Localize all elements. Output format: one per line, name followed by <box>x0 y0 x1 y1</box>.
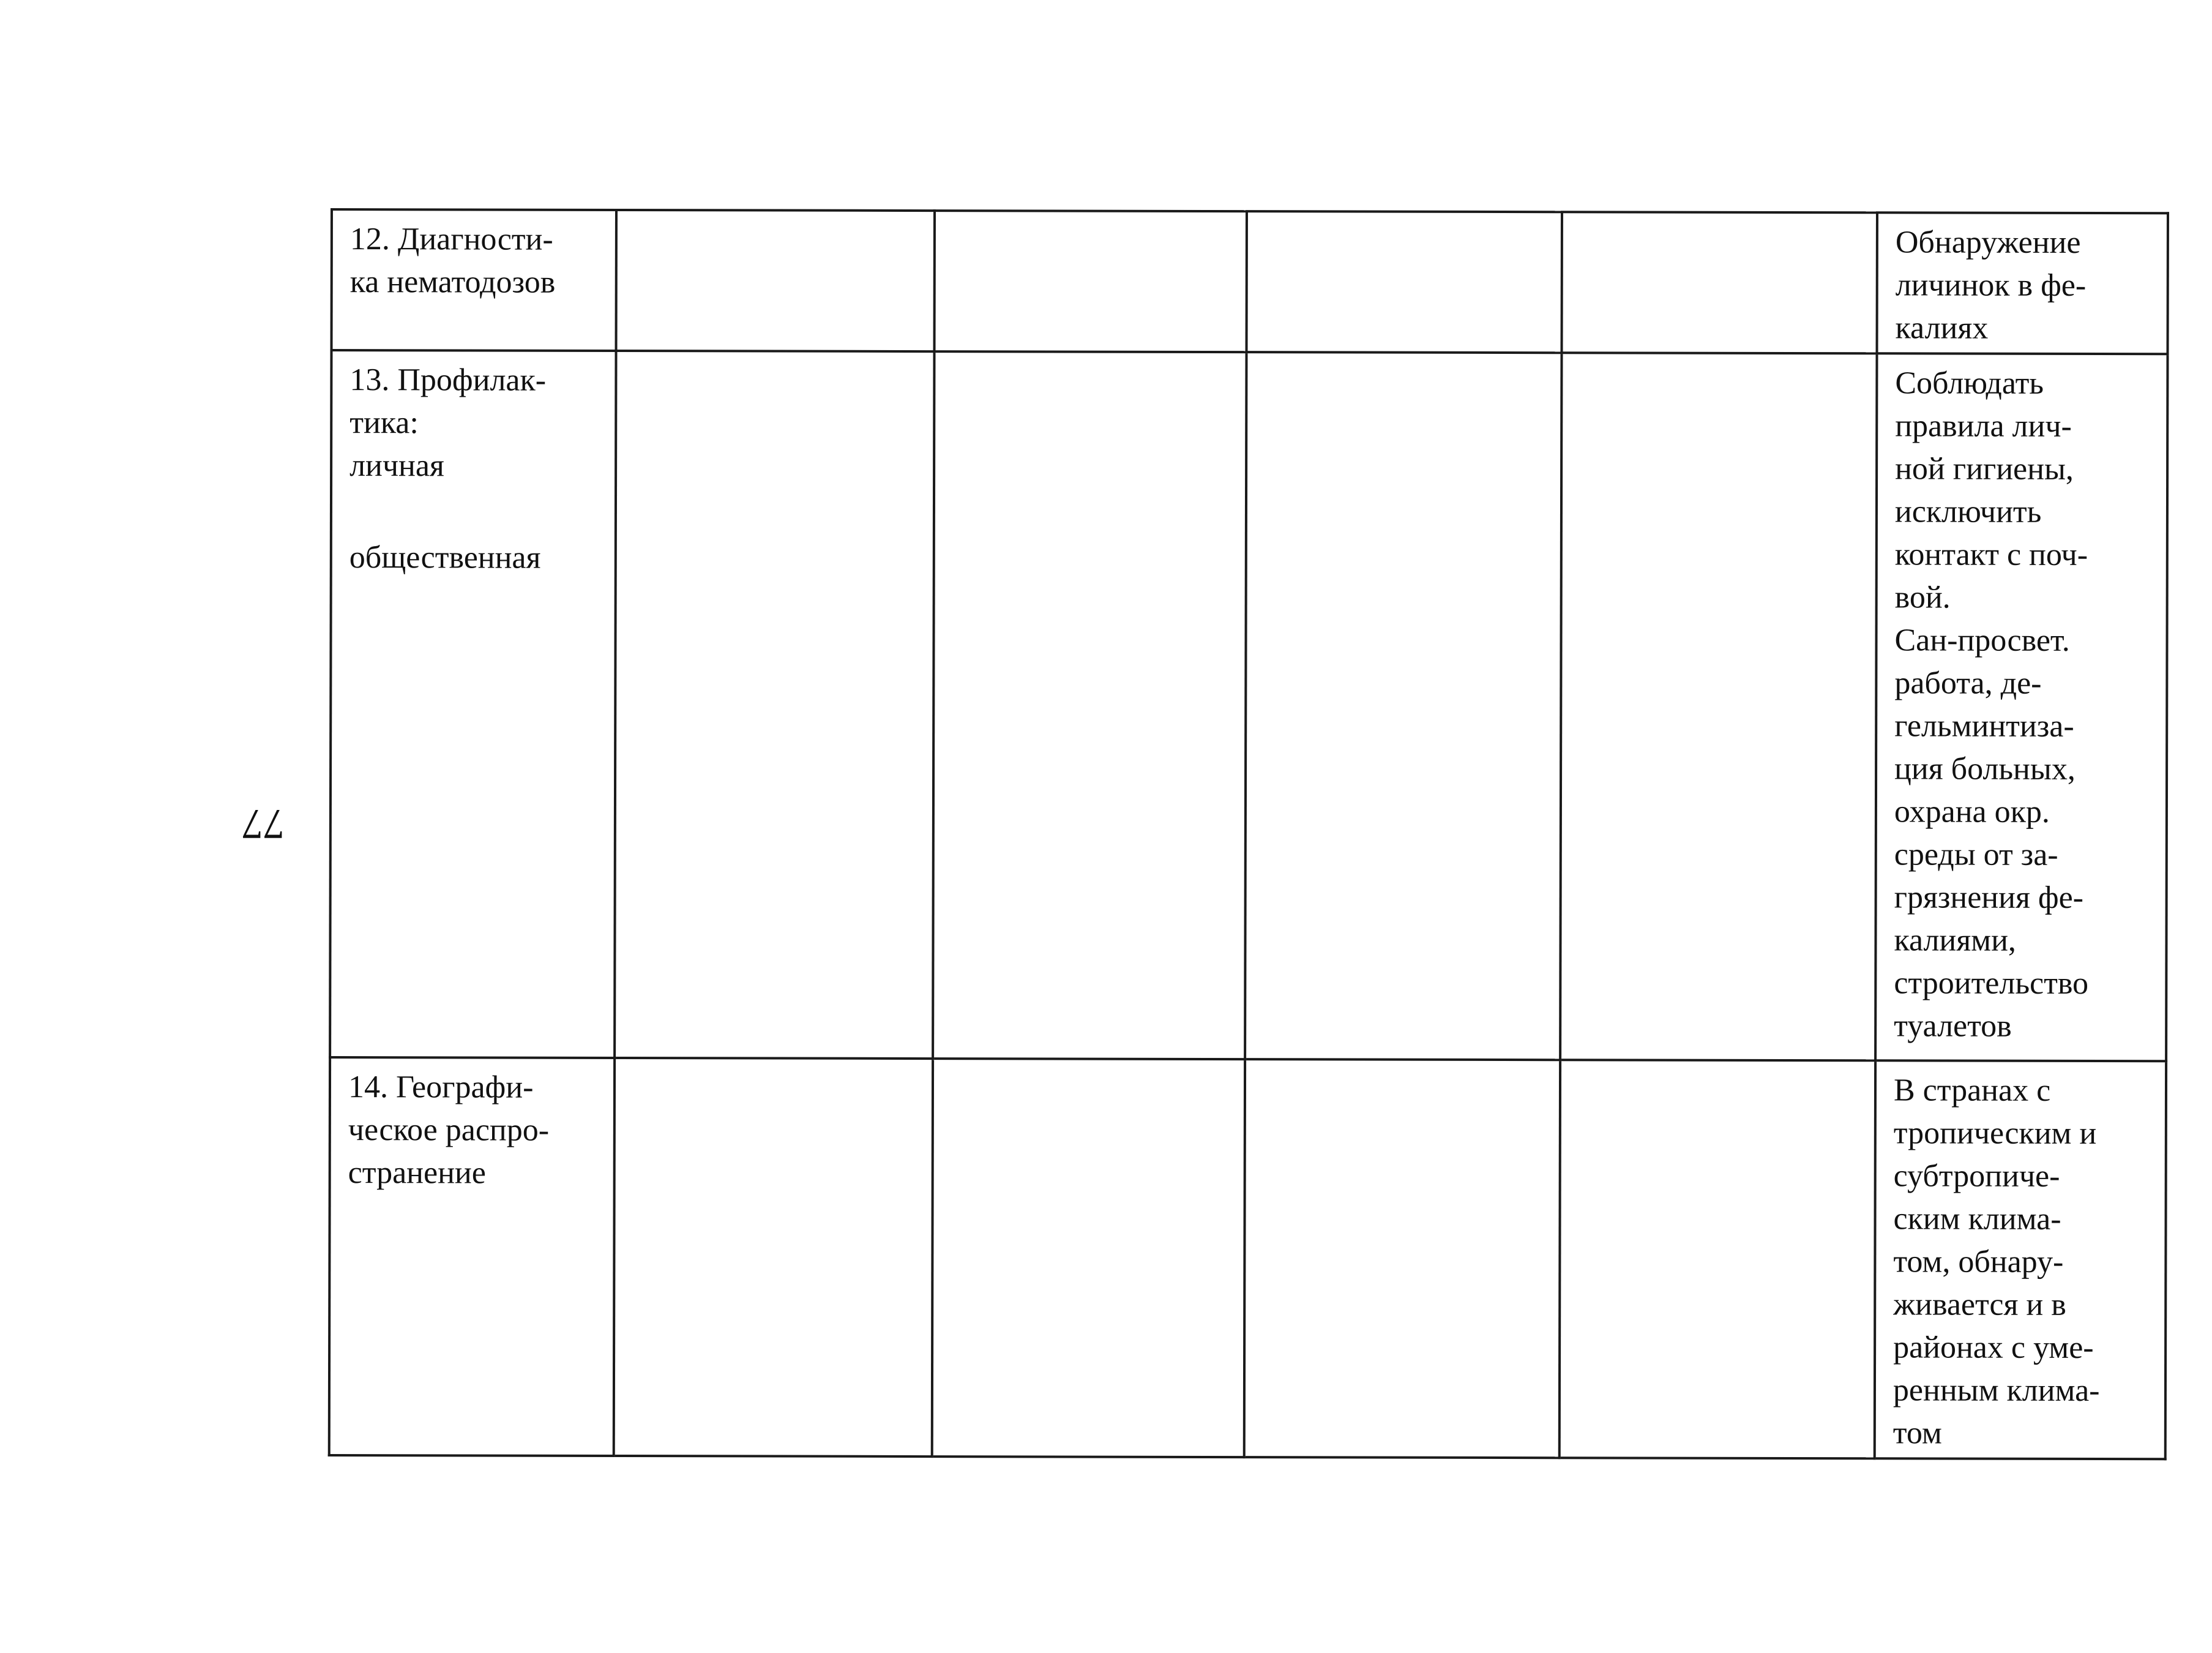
row-label-cell <box>329 1057 615 1456</box>
answer-cell <box>1875 1060 2166 1459</box>
answer-cell <box>1875 353 2167 1061</box>
answer-line: ренным клима- <box>1893 1373 2100 1409</box>
answer-line: том <box>1893 1415 1942 1451</box>
answer-line: В странах с <box>1893 1073 2051 1108</box>
answer-line: правила лич- <box>1895 408 2072 444</box>
empty-cell <box>933 351 1246 1059</box>
answer-line: личинок в фе- <box>1895 268 2087 304</box>
answer-line: гельминтиза- <box>1894 708 2074 744</box>
table-row-geography <box>329 1057 2166 1459</box>
answer-line: тропическим и <box>1893 1115 2097 1152</box>
empty-cell <box>1560 353 1877 1060</box>
answer-line: ция больных, <box>1894 751 2076 787</box>
answer-line: калиях <box>1895 310 1989 346</box>
data-table <box>328 208 2169 1460</box>
answer-line: ским клима- <box>1893 1201 2061 1237</box>
table-row-diagnostics <box>332 209 2168 354</box>
answer-line: работа, де- <box>1894 665 2042 701</box>
answer-line: Сан-просвет. <box>1894 623 2070 658</box>
empty-cell <box>615 351 934 1059</box>
answer-line: районах с уме- <box>1893 1330 2094 1366</box>
answer-line: Соблюдать <box>1895 365 2044 401</box>
empty-cell <box>616 210 935 351</box>
empty-cell <box>1247 211 1562 353</box>
row-label-line: ческое распро- <box>348 1112 550 1148</box>
answer-line: среды от за- <box>1894 837 2058 872</box>
row-label-line: общественная <box>349 540 541 575</box>
row-label-line: личная <box>349 448 444 484</box>
table-row-prophylaxis <box>330 350 2167 1061</box>
answer-line: живается и в <box>1893 1287 2066 1322</box>
answer-line: том, обнару- <box>1893 1244 2064 1280</box>
answer-line: Обнаружение <box>1895 225 2081 260</box>
answer-line: исключить <box>1894 494 2042 530</box>
answer-line: строительство <box>1894 965 2089 1002</box>
row-label-cell <box>332 209 616 351</box>
answer-line: охрана окр. <box>1894 794 2050 830</box>
row-label-cell <box>330 350 616 1058</box>
empty-cell <box>1245 352 1561 1060</box>
row-label-line: странение <box>348 1155 486 1191</box>
answer-line: ной гигиены, <box>1895 451 2074 487</box>
answer-line: субтропиче- <box>1893 1158 2060 1194</box>
empty-cell <box>935 211 1247 352</box>
empty-cell <box>1560 1060 1875 1458</box>
empty-cell <box>1562 212 1877 353</box>
empty-cell <box>614 1058 933 1456</box>
row-label-line: 14. Географи- <box>348 1070 534 1105</box>
row-label-line: 13. Профилак- <box>349 362 547 398</box>
row-label-line: 12. Диагности- <box>349 222 553 257</box>
row-label-line: тика: <box>349 405 419 441</box>
empty-cell <box>932 1059 1245 1457</box>
empty-cell <box>1244 1059 1560 1458</box>
answer-line: туалетов <box>1894 1008 2012 1044</box>
page-number: 77 <box>242 800 285 847</box>
row-label-line: ка нематодозов <box>349 264 556 300</box>
answer-line: контакт с поч- <box>1894 537 2088 573</box>
answer-cell <box>1877 212 2168 354</box>
answer-line: вой. <box>1894 580 1951 615</box>
answer-line: калиями, <box>1894 923 2017 958</box>
answer-line: грязнения фе- <box>1894 880 2084 916</box>
